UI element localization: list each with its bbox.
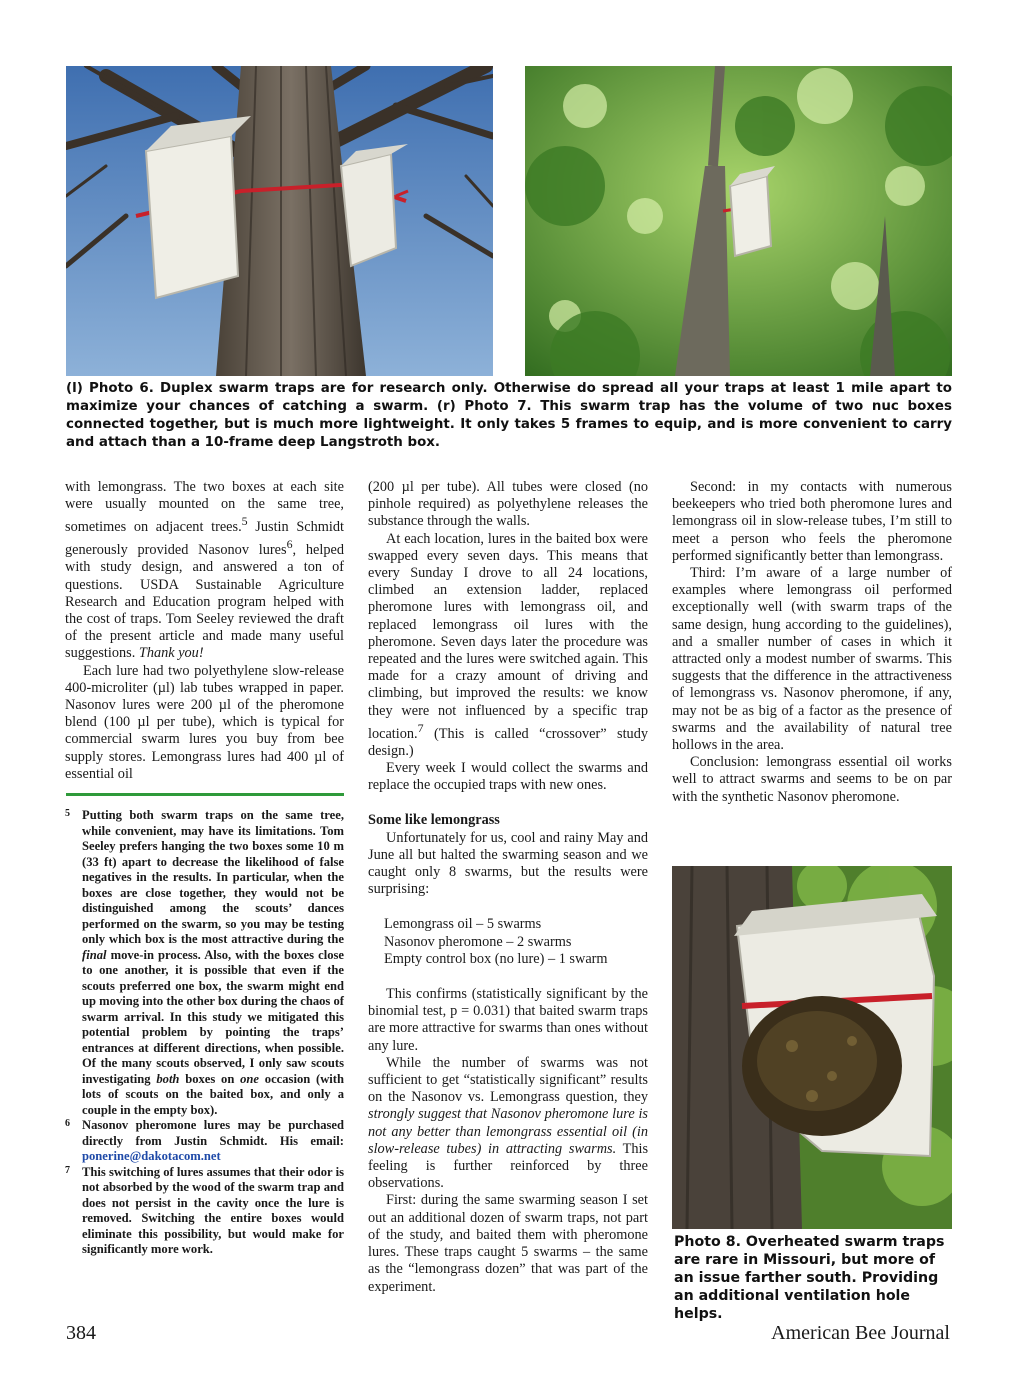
col2-paragraph-6: While the number of swarms was not sufficient to get “statistically significant” results on the Nasonov vs. Lemongrass question, they strongly suggest that Nasonov pheromone lure is not any better than lemongrass essential oil (in slow-release tubes) in attracting swarms. This feeling is further reinforced by three observations. xyxy=(368,1054,649,1192)
result-item: Nasonov pheromone – 2 swarms xyxy=(384,933,572,950)
col2-paragraph-5: This confirms (statistically significant by the binomial test, p = 0.031) that baited swarm traps are more attractive for swarms than ones without any lure. xyxy=(368,986,648,1054)
column-1 xyxy=(65,479,344,783)
col3-paragraph-3: Conclusion: lemongrass essential oil works well to attract swarms and seems to be on par with the synthetic Nasonov pheromone. xyxy=(672,754,952,805)
journal-name: American Bee Journal xyxy=(771,1322,950,1344)
col2-paragraph-2: At each location, lures in the baited box were swapped every seven days. This means that every Sunday I drove to all 24 locations, climbed an extension ladder, replaced pheromone lures with lemongrass oil, and replaced lemongrass oil lures with the pheromone. Seven days later the procedure was repeated and the lures were switched again. This made for a crazy amount of driving and climbing, but improved the results: we know they were not influenced by a specific trap location.$^7$ (This is called “crossover” study design.) xyxy=(368,530,648,759)
col3-paragraph-2: Third: I’m aware of a large number of examples where lemongrass oil performed exceptionally well (with swarm traps of the same design, hung according to the guidelines), and a smaller number of cases in which it attracted only a modest number of swarms. This suggests that the difference in the attractiveness of lemongrass vs. Nasonov pheromone, if any, may not be as big of a factor as the presence of swarms and the availability of natural tree hollows in the area. xyxy=(672,565,952,754)
footnote-ref-5[interactable]: 5 xyxy=(241,514,248,529)
col2-paragraph-3: Every week I would collect the swarms and replace the occupied traps with new ones. xyxy=(368,760,648,794)
photo-6 xyxy=(66,66,493,376)
photo-6-image xyxy=(66,66,493,376)
col1-paragraph-2: Each lure had two polyethylene slow-release 400-microliter (µl) lab tubes wrapped in paper. Nasonov lures were 200 µl of the pheromone blend (100 µl per tube), which is typical for commercial swarm lures you buy from bee supply stores. Lemongrass lures had 400 µl of essential oil xyxy=(65,662,344,782)
footnotes xyxy=(65,808,344,1258)
results-list xyxy=(384,916,648,968)
col2-paragraph-7: First: during the same swarming season I set out an additional dozen of swarm traps, not part of the study, and baited them with pheromone lures. These traps caught 5 swarms – the same as the “lemongrass dozen” that was part of the experiment. xyxy=(368,1192,648,1295)
result-item: Empty control box (no lure) – 1 swarm xyxy=(384,950,608,967)
result-item: Lemongrass oil – 5 swarms xyxy=(384,916,542,933)
footnote-5: 5 Putting both swarm traps on the same tree, while convenient, may have its limitations. Tom Seeley prefers hanging the two boxes some 10 m (33 ft) apart to decrease the likelihood of false negatives in the results. In particular, when the boxes are close together, they would not be distinguished among the scouts’ dances performed on the swarm, so you may be testing only which box is the most attractive during the final move-in process. Also, with the boxes close to one another, it is possible that even if the scouts preferred one box, the swarm might end up moving into the other box during the chaos of swarm arrival. In this study we mitigated this potential problem by pointing the traps’ entrances at different directions, when possible. Of the many scouts observed, I only saw scouts investigating both boxes on one occasion (with lots of scouts on the baited box, and only a couple in the empty box). xyxy=(65,808,344,1117)
col2-paragraph-4: Unfortunately for us, cool and rainy May and June all but halted the swarming season and we caught only 8 swarms, but the results were surprising: xyxy=(368,829,648,898)
footnote-ref-7[interactable]: 7 xyxy=(417,720,424,735)
col1-paragraph-1: with lemongrass. The two boxes at each site were usually mounted on the same tree, sometimes on adjacent trees.$^5$ Justin Schmidt generously provided Nasonov lures$^6$, helped with study design, and answered a ton of questions. USDA Sustainable Agriculture Research and Education program helped with the cost of traps. Tom Seeley reviewed the draft of the present article and made many useful suggestions. Thank you! xyxy=(65,479,345,662)
section-heading: Some like lemongrass xyxy=(368,812,500,829)
photo-7 xyxy=(525,66,952,376)
photo-8 xyxy=(672,866,952,1229)
photo-8-image xyxy=(672,866,952,1229)
footnote-7: 7 This switching of lures assumes that their odor is not absorbed by the wood of the swarm trap and does not persist in the cavity once the lure is removed. Switching the entire boxes would eliminate this possibility, but would make for significantly more work. xyxy=(65,1164,344,1256)
footnote-6: 6 Nasonov pheromone lures may be purchased directly from Justin Schmidt. His email: ponerine@dakotacom.net xyxy=(65,1118,344,1163)
col2-paragraph-1: (200 µl per tube). All tubes were closed (no pinhole required) as polyethylene releases the substance through the walls. xyxy=(368,479,648,530)
footnote-divider xyxy=(66,793,344,796)
top-photo-caption: (l) Photo 6. Duplex swarm traps are for research only. Otherwise do spread all your traps at least 1 mile apart to maximize your chances of catching a swarm. (r) Photo 7. This swarm trap has the volume of two nuc boxes connected together, but is much more lightweight. It only takes 5 frames to equip, and is more convenient to carry and attach than a 10-frame deep Langstroth box. xyxy=(66,381,952,450)
column-2 xyxy=(368,479,648,1296)
photo-7-image xyxy=(525,66,952,376)
page-number: 384 xyxy=(66,1322,96,1344)
column-3 xyxy=(672,479,952,806)
photo-8-caption: Photo 8. Overheated swarm traps are rare in Missouri, but more of an issue farther south. Providing an additional ventilation hole helps. xyxy=(674,1234,945,1322)
email-link[interactable]: ponerine@dakotacom.net xyxy=(82,1149,221,1163)
col3-paragraph-1: Second: in my contacts with numerous beekeepers who tried both pheromone lures and lemongrass oil in slow-release tubes, I’m still to meet a person who feels the pheromone performed significantly better than lemongrass. xyxy=(672,479,952,564)
footnote-ref-6[interactable]: 6 xyxy=(286,537,293,552)
